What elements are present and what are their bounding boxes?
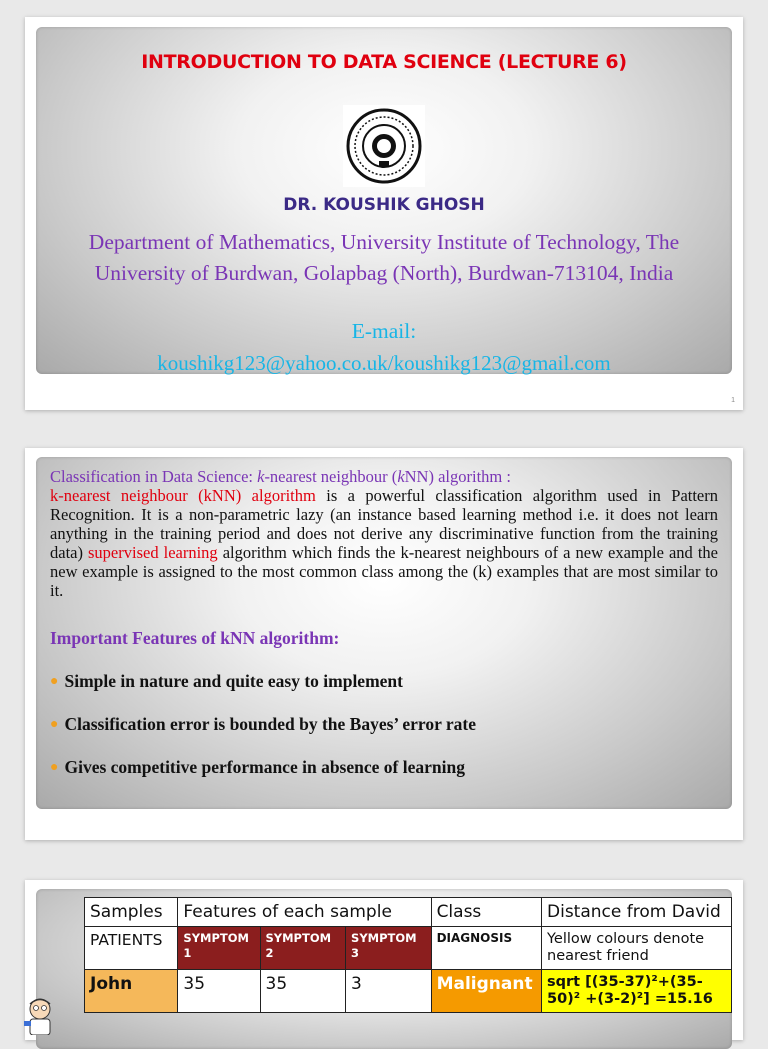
value-cell: 35 xyxy=(260,970,346,1013)
sample-name-cell: John xyxy=(85,970,178,1013)
feature-bullet: ● Simple in nature and quite easy to implement xyxy=(50,671,403,691)
department-address: Department of Mathematics, University Institute of Technology, The University of Burdwan, Golapbag (North), Burdwan-713104, India xyxy=(88,230,680,285)
university-seal-icon xyxy=(343,105,425,187)
table-header-row xyxy=(85,898,732,927)
class-cell: Malignant xyxy=(431,970,541,1013)
header-cell: Class xyxy=(431,898,541,927)
feature-bullet: ● Gives competitive performance in absence of learning xyxy=(50,757,465,777)
value-cell: 35 xyxy=(178,970,260,1013)
page-number: 1 xyxy=(731,397,735,404)
table-row xyxy=(85,970,732,1013)
slide-3-content xyxy=(36,889,732,1049)
slide-1 xyxy=(25,17,743,410)
slide-2 xyxy=(25,448,743,840)
knn-description xyxy=(50,467,718,600)
diagnosis-cell: DIAGNOSIS xyxy=(431,927,541,970)
features-heading: Important Features of kNN algorithm: xyxy=(50,628,340,648)
header-cell: Features of each sample xyxy=(178,898,431,927)
patients-cell: PATIENTS xyxy=(85,927,178,970)
symptom-cell: SYMPTOM 3 xyxy=(346,927,432,970)
lecture-title: INTRODUCTION TO DATA SCIENCE (LECTURE 6) xyxy=(141,51,627,73)
symptom-cell: SYMPTOM 2 xyxy=(260,927,346,970)
symptom-cell: SYMPTOM 1 xyxy=(178,927,260,970)
slide-3 xyxy=(25,880,743,1040)
note-cell: Yellow colours denote nearest friend xyxy=(542,927,732,970)
distance-cell: sqrt [(35-37)²+(35-50)² +(3-2)²] =15.16 xyxy=(542,970,732,1013)
knn-paragraph: k-nearest neighbour (kNN) algorithm is a powerful classification algorithm used in Pattern Recognition. It is a non-parametric lazy (an instance based learning method i.e. it does not learn anything in the training period and does not derive any discriminative function from the training data) supervised learning algorithm which finds the k-nearest neighbours of a new example and the new example is assigned to the most common class among the (k) examples that are most similar to it. xyxy=(50,486,719,600)
feature-bullet: ● Classification error is bounded by the Bayes’ error rate xyxy=(50,714,477,734)
knn-table xyxy=(84,897,732,1013)
author-name: DR. KOUSHIK GHOSH xyxy=(283,195,485,215)
email-address[interactable]: koushikg123@yahoo.co.uk/koushikg123@gmail.com xyxy=(157,351,611,375)
table-subheader-row xyxy=(85,927,732,970)
header-cell: Distance from David xyxy=(542,898,732,927)
header-cell: Samples xyxy=(85,898,178,927)
slide-2-content xyxy=(36,457,732,809)
slide-1-content xyxy=(36,27,732,374)
value-cell: 3 xyxy=(346,970,432,1013)
doctor-cartoon-icon xyxy=(22,995,58,1035)
slide-heading: Classification in Data Science: k-nearest neighbour (kNN) algorithm : xyxy=(50,467,511,486)
email-label: E-mail: xyxy=(351,319,417,343)
